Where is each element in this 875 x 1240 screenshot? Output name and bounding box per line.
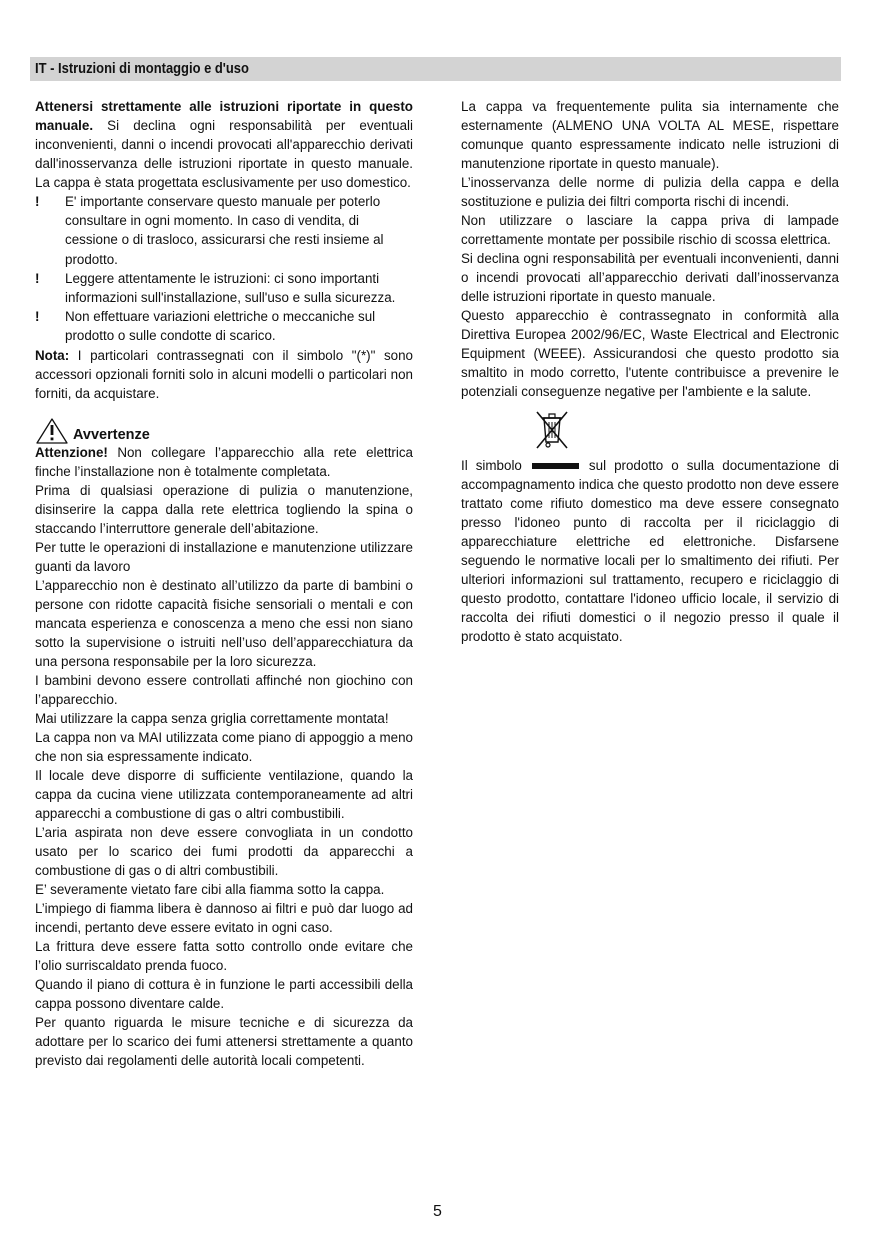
crossed-bin-icon [531, 408, 573, 452]
cleaning-paragraph: La cappa va frequentemente pulita sia internamente che esternamente (ALMENO UNA VOLTA AL MESE, rispettare comunque quanto espressamente indicato nelle istruzioni di manutenzione riportate in questo manuale). [461, 99, 839, 171]
intro-paragraph [35, 97, 413, 192]
warning-paragraph: La cappa non va MAI utilizzata come piano di appoggio a meno che non sia espressamente indicato. [35, 729, 413, 764]
nota-label: Nota: [35, 347, 70, 363]
left-column [35, 97, 413, 1070]
exclamation-mark-icon: ! [35, 270, 40, 286]
warning-paragraph: I bambini devono essere controllati affinché non giochino con l’apparecchio. [35, 672, 413, 707]
symbol-text: sul prodotto o sulla documentazione di accompagnamento indica che questo prodotto non deve essere trattato come rifiuto domestico ma deve essere consegnato presso l'idoneo punto di raccolta per il riciclaggio di apparecchiature elettriche ed elettroniche. Disfarsene seguendo le normative locali per lo smaltimento dei rifiuti. Per ulteriori informazioni sul trattamento, recupero e riciclaggio di questo prodotto, contattare l'idoneo ufficio locale, il servizio di raccolta dei rifiuti domestici o il negozio presso il quale il prodotto è stato acquistato. [461, 458, 839, 644]
attention-label: Attenzione! [35, 444, 108, 460]
responsibility-paragraph: Si declina ogni responsabilità per eventuali inconvenienti, danni o incendi provocati all’apparecchio derivati dall’inosservanza delle istruzioni riportate in questo manuale. [461, 251, 839, 304]
bullet-item: ! E' importante conservare questo manuale per poterlo consultare in ogni momento. In caso di vendita, di cessione o di trasloco, assicurarsi che resti insieme al prodotto. [35, 194, 384, 267]
warnings-heading [35, 417, 413, 443]
warning-paragraph: Il locale deve disporre di sufficiente ventilazione, quando la cappa da cucina viene utilizzata contemporaneamente ad altri apparecchi a combustione di gas o altri combustibili. [35, 767, 413, 821]
black-bar-icon [532, 463, 579, 469]
warning-paragraph: Prima di qualsiasi operazione di pulizia o manutenzione, disinserire la cappa dalla rete elettrica togliendo la spina o staccando l’interruttore generale dell’abitazione. [35, 482, 413, 536]
symbol-prefix: Il simbolo [461, 458, 522, 473]
intro-bold: Attenersi strettamente alle istruzioni riportate in questo manuale. [35, 99, 413, 133]
section-title: IT - Istruzioni di montaggio e d'uso [35, 61, 249, 77]
warnings-title: Avvertenze [73, 426, 150, 443]
weee-symbol-paragraph [461, 456, 839, 646]
bullet-item: ! Non effettuare variazioni elettriche o meccaniche sul prodotto o sulle condotte di scarico. [35, 309, 376, 344]
warning-triangle-icon [35, 417, 69, 445]
warning-paragraph: Quando il piano di cottura è in funzione le parti accessibili della cappa possono diventare calde. [35, 976, 413, 1011]
attention-text: Non collegare l’apparecchio alla rete elettrica finche l’installazione non è totalmente completata. [35, 444, 413, 479]
warning-paragraph: E’ severamente vietato fare cibi alla fiamma sotto la cappa. [35, 881, 385, 897]
weee-paragraph: Questo apparecchio è contrassegnato in conformità alla Direttiva Europea 2002/96/EC, Waste Electrical and Electronic Equipment (WEEE). Assicurandosi che questo prodotto sia smaltito in modo corretto, l'utente contribuisce a prevenire le potenziali conseguenze negative per l'ambiente e la salute. [461, 308, 839, 399]
nota-paragraph [35, 346, 413, 403]
warning-paragraph: Per quanto riguarda le misure tecniche e di sicurezza da adottare per lo scarico dei fumi attenersi strettamente a quanto previsto dai regolamenti delle autorità locali competenti. [35, 1014, 413, 1068]
attention-paragraph [35, 443, 413, 481]
right-column [461, 97, 839, 646]
page-number: 5 [433, 1203, 442, 1220]
lamp-paragraph: Non utilizzare o lasciare la cappa priva di lampade correttamente montate per possibile rischio di scossa elettrica. [461, 213, 839, 247]
warning-paragraph: L’impiego di fiamma libera è dannoso ai filtri e può dar luogo ad incendi, pertanto deve essere evitato in ogni caso. [35, 900, 413, 935]
warning-paragraph: Mai utilizzare la cappa senza griglia correttamente montata! [35, 710, 389, 726]
section-header-bar [30, 57, 841, 81]
exclamation-mark-icon: ! [35, 309, 40, 325]
warning-paragraph: Per tutte le operazioni di installazione e manutenzione utilizzare guanti da lavoro [35, 539, 413, 574]
bullet-item: ! Leggere attentamente le istruzioni: ci sono importanti informazioni sull'installazione, sull'uso e sulla sicurezza. [35, 270, 396, 306]
warning-paragraph: L’aria aspirata non deve essere convogliata in un condotto usato per lo scarico dei fumi prodotti da apparecchi a combustione di gas o di altri combustibili. [35, 824, 413, 878]
cleaning-risk-paragraph: L’inosservanza delle norme di pulizia della cappa e della sostituzione e pulizia dei filtri comporta rischi di incendi. [461, 175, 839, 209]
intro-text: Si declina ogni responsabilità per eventuali inconvenienti, danni o incendi provocati all'apparecchio derivati dall'inosservanza delle istruzioni riportate in questo manuale. La cappa è stata progettata esclusivamente per uso domestico. [35, 118, 413, 190]
warning-paragraph: L’apparecchio non è destinato all’utilizzo da parte di bambini o persone con ridotte capacità fisiche sensoriali o mentali e con mancata esperienza e conoscenza a meno che essi non siano sotto la supervisione o istruiti nell’uso dell’apparecchiatura da una persona responsabile per la loro sicurezza. [35, 577, 413, 669]
nota-text: I particolari contrassegnati con il simbolo "(*)" sono accessori opzionali forniti solo in alcuni modelli o particolari non forniti, da acquistare. [35, 347, 413, 401]
warning-paragraph: La frittura deve essere fatta sotto controllo onde evitare che l’olio surriscaldato prenda fuoco. [35, 938, 413, 973]
exclamation-mark-icon: ! [35, 194, 40, 209]
